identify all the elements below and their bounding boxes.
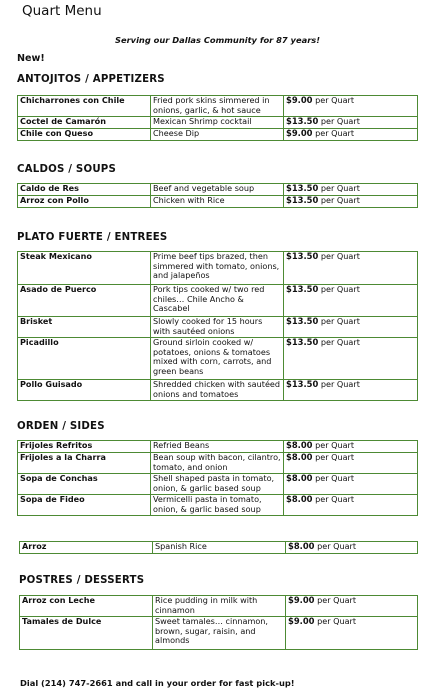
section-heading-soups: CALDOS / SOUPS: [17, 164, 116, 175]
price-unit: per Quart: [320, 379, 360, 389]
menu-table-desserts: [19, 595, 418, 650]
menu-row: [18, 129, 418, 141]
item-price: $9.00: [286, 95, 313, 105]
price-unit: per Quart: [315, 95, 355, 105]
item-price: $13.50: [286, 337, 319, 347]
item-price-cell: [284, 285, 418, 317]
item-price-cell: [284, 252, 418, 285]
item-price: $9.00: [286, 128, 313, 138]
item-description: Mexican Shrimp cocktail: [151, 117, 284, 129]
section-heading-sides: ORDEN / SIDES: [17, 421, 105, 432]
menu-row: [18, 196, 418, 208]
item-description: Pork tips cooked w/ two red chiles… Chile Ancho & Cascabel: [151, 285, 284, 317]
menu-row: [18, 96, 418, 117]
item-name: Pollo Guisado: [18, 380, 151, 401]
price-unit: per Quart: [315, 440, 355, 450]
item-price: $8.00: [288, 541, 315, 551]
footer-call-to-order: Dial (214) 747-2661 and call in your order for fast pick-up!: [20, 678, 295, 688]
item-price-cell: [284, 474, 418, 495]
item-name: Frijoles a la Charra: [18, 453, 151, 474]
item-price: $9.00: [288, 595, 315, 605]
menu-row: [18, 317, 418, 338]
menu-row: [18, 453, 418, 474]
menu-table-appetizers: [17, 95, 418, 141]
tagline: Serving our Dallas Community for 87 years!: [114, 35, 321, 45]
price-unit: per Quart: [320, 116, 360, 126]
menu-row: [18, 338, 418, 380]
menu-table-arroz: [19, 541, 418, 554]
item-description: Fried pork skins simmered in onions, garlic, & hot sauce: [151, 96, 284, 117]
item-description: Shell shaped pasta in tomato, onion, & garlic based soup: [151, 474, 284, 495]
price-unit: per Quart: [317, 616, 357, 626]
item-description: Sweet tamales… cinnamon, brown, sugar, raisin, and almonds: [153, 617, 286, 650]
item-description: Bean soup with bacon, cilantro, tomato, and onion: [151, 453, 284, 474]
item-description: Refried Beans: [151, 441, 284, 453]
menu-row: [18, 285, 418, 317]
section-heading-desserts: POSTRES / DESSERTS: [19, 575, 145, 586]
item-price-cell: [286, 617, 418, 650]
item-price-cell: [284, 129, 418, 141]
item-name: Chile con Queso: [18, 129, 151, 141]
item-price-cell: [284, 317, 418, 338]
item-name: Arroz con Pollo: [18, 196, 151, 208]
menu-row: [18, 252, 418, 285]
item-price-cell: [284, 495, 418, 516]
price-unit: per Quart: [320, 251, 360, 261]
item-name: Arroz con Leche: [20, 596, 153, 617]
item-name: Caldo de Res: [18, 184, 151, 196]
item-name: Sopa de Conchas: [18, 474, 151, 495]
section-heading-appetizers: ANTOJITOS / APPETIZERS: [17, 74, 165, 85]
item-price: $9.00: [288, 616, 315, 626]
item-price-cell: [284, 338, 418, 380]
item-name: Arroz: [20, 542, 153, 554]
item-name: Steak Mexicano: [18, 252, 151, 285]
item-description: Beef and vegetable soup: [151, 184, 284, 196]
price-unit: per Quart: [320, 183, 360, 193]
price-unit: per Quart: [315, 452, 355, 462]
menu-row: [18, 117, 418, 129]
new-label: New!: [17, 53, 45, 64]
item-price: $13.50: [286, 316, 319, 326]
item-price-cell: [284, 196, 418, 208]
item-description: Slowly cooked for 15 hours with sautéed onions: [151, 317, 284, 338]
item-name: Asado de Puerco: [18, 285, 151, 317]
item-description: Ground sirloin cooked w/ potatoes, onions & tomatoes mixed with corn, carrots, and green beans: [151, 338, 284, 380]
item-name: Coctel de Camarón: [18, 117, 151, 129]
price-unit: per Quart: [315, 473, 355, 483]
item-price: $13.50: [286, 116, 319, 126]
item-price-cell: [284, 441, 418, 453]
menu-row: [18, 474, 418, 495]
price-unit: per Quart: [320, 195, 360, 205]
item-name: Tamales de Dulce: [20, 617, 153, 650]
item-price-cell: [286, 542, 418, 554]
item-description: Spanish Rice: [153, 542, 286, 554]
price-unit: per Quart: [317, 595, 357, 605]
item-name: Picadillo: [18, 338, 151, 380]
item-price: $13.50: [286, 284, 319, 294]
item-price: $8.00: [286, 440, 313, 450]
item-price-cell: [286, 596, 418, 617]
item-description: Chicken with Rice: [151, 196, 284, 208]
menu-row: [18, 380, 418, 401]
price-unit: per Quart: [320, 316, 360, 326]
item-price-cell: [284, 117, 418, 129]
page-title: Quart Menu: [22, 3, 102, 19]
price-unit: per Quart: [320, 284, 360, 294]
section-heading-entrees: PLATO FUERTE / ENTREES: [17, 232, 168, 243]
item-name: Frijoles Refritos: [18, 441, 151, 453]
menu-row: [20, 542, 418, 554]
item-price: $8.00: [286, 494, 313, 504]
item-price-cell: [284, 453, 418, 474]
menu-row: [20, 617, 418, 650]
menu-row: [20, 596, 418, 617]
item-price-cell: [284, 380, 418, 401]
menu-table-sides: [17, 440, 418, 516]
item-description: Shredded chicken with sautéed onions and tomatoes: [151, 380, 284, 401]
item-description: Vermicelli pasta in tomato, onion, & garlic based soup: [151, 495, 284, 516]
item-price: $8.00: [286, 452, 313, 462]
menu-row: [18, 495, 418, 516]
item-description: Cheese Dip: [151, 129, 284, 141]
price-unit: per Quart: [317, 541, 357, 551]
item-price: $13.50: [286, 251, 319, 261]
menu-row: [18, 441, 418, 453]
item-description: Prime beef tips brazed, then simmered with tomato, onions, and jalapeños: [151, 252, 284, 285]
item-description: Rice pudding in milk with cinnamon: [153, 596, 286, 617]
item-name: Sopa de Fideo: [18, 495, 151, 516]
item-price-cell: [284, 184, 418, 196]
item-price: $8.00: [286, 473, 313, 483]
item-price: $13.50: [286, 379, 319, 389]
item-price: $13.50: [286, 183, 319, 193]
item-name: Chicharrones con Chile: [18, 96, 151, 117]
menu-table-entrees: [17, 251, 418, 401]
menu-table-soups: [17, 183, 418, 208]
item-price: $13.50: [286, 195, 319, 205]
price-unit: per Quart: [315, 128, 355, 138]
item-name: Brisket: [18, 317, 151, 338]
price-unit: per Quart: [315, 494, 355, 504]
item-price-cell: [284, 96, 418, 117]
price-unit: per Quart: [320, 337, 360, 347]
menu-row: [18, 184, 418, 196]
